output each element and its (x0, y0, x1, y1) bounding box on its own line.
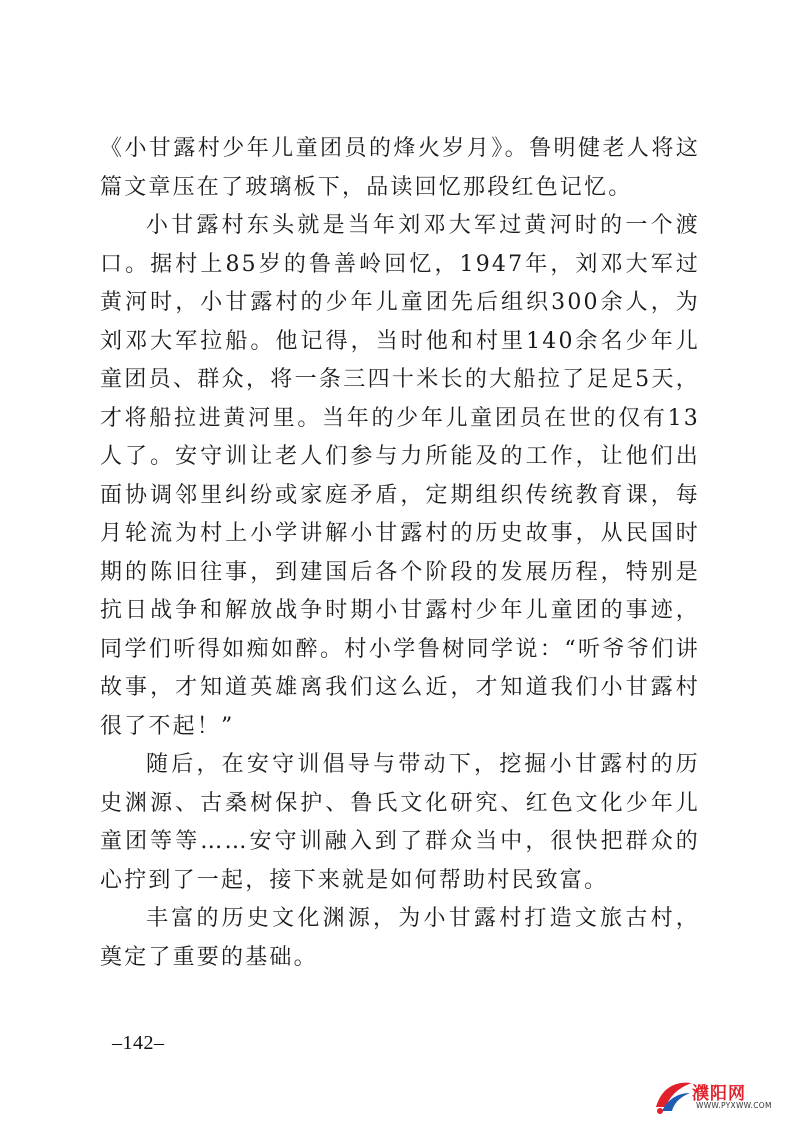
paragraph-ferry-history: 小甘露村东头就是当年刘邓大军过黄河时的一个渡口。据村上85岁的鲁善岭回忆，1947年，刘邓大军过黄河时，小甘露村的少年儿童团先后组织300余人，为刘邓大军拉船。他记得，当时他和村里140余名少年儿童团员、群众，将一条三四十米长的大船拉了足足5天，才将船拉进黄河里。当年的少年儿童团员在世的仅有13人了。安守训让老人们参与力所能及的工作，让他们出面协调邻里纠纷或家庭矛盾，定期组织传统教育课，每月轮流为村上小学讲解小甘露村的历史故事，从民国时期的陈旧往事，到建国后各个阶段的发展历程，特别是抗日战争和解放战争时期小甘露村少年儿童团的事迹，同学们听得如痴如醉。村小学鲁树同学说：“听爷爷们讲故事，才知道英雄离我们这么近，才知道我们小甘露村很了不起！” (100, 213, 700, 739)
paragraph-continued: 《小甘露村少年儿童团员的烽火岁月》。鲁明健老人将这篇文章压在了玻璃板下，品读回忆那段红色记忆。 (100, 136, 700, 200)
watermark-title: 濮阳网 (692, 1084, 746, 1104)
paragraph-heritage-work: 随后，在安守训倡导与带动下，挖掘小甘露村的历史渊源、古桑树保护、鲁氏文化研究、红色文化少年儿童团等等……安守训融入到了群众当中，很快把群众的心拧到了一起，接下来就是如何帮助村民致富。 (100, 752, 700, 893)
paragraph-conclusion: 丰富的历史文化渊源，为小甘露村打造文旅古村，奠定了重要的基础。 (100, 906, 700, 970)
puyang-logo-icon (652, 1077, 696, 1117)
page-number: –142– (112, 1032, 165, 1054)
watermark-url: WWW.PYXWW.COM (696, 1101, 772, 1110)
site-watermark (652, 1077, 782, 1117)
article-body (100, 130, 700, 977)
